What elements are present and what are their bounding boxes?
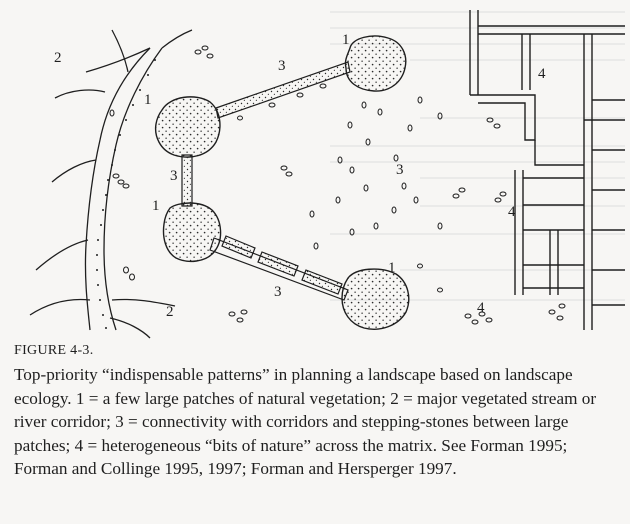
label-4-bottom: 4 — [477, 300, 485, 316]
large-patch-top-right — [345, 36, 405, 91]
label-2-top: 2 — [54, 50, 62, 66]
large-patch-center-left — [164, 203, 221, 261]
label-3-vertical: 3 — [170, 168, 178, 184]
label-3-top: 3 — [278, 58, 286, 74]
stream-corridor — [30, 30, 192, 338]
label-3-bottom: 3 — [274, 284, 282, 300]
caption-text: Top-priority “indispensable patterns” in planning a landscape based on landscape ecology. 1 = a few large patches of natural vegetation; 2 = major vegetated stream or river corridor; 3 = connectivity with corridors and stepping-stones between large patches; 4 = heterogeneous “bits of nature” across the matrix. See Forman 1995; Forman and Collinge 1995, 1997; Forman and Hersperger 1997. — [14, 365, 597, 478]
label-1-upper-left: 1 — [144, 92, 152, 108]
label-4-grid-middle: 4 — [508, 204, 516, 220]
label-3-middle: 3 — [396, 162, 404, 178]
corridor-vertical — [182, 155, 192, 206]
label-1-top: 1 — [342, 32, 350, 48]
figure-number: FIGURE 4-3. — [14, 343, 94, 358]
label-1-bottom-right: 1 — [388, 260, 396, 276]
large-patch-bottom-right — [342, 269, 409, 329]
label-2-bottom: 2 — [166, 304, 174, 320]
figure-caption — [14, 343, 614, 481]
label-1-center: 1 — [152, 198, 160, 214]
large-patch-upper-left — [156, 97, 220, 157]
label-4-grid-top: 4 — [538, 66, 546, 82]
street-grid — [470, 10, 625, 330]
